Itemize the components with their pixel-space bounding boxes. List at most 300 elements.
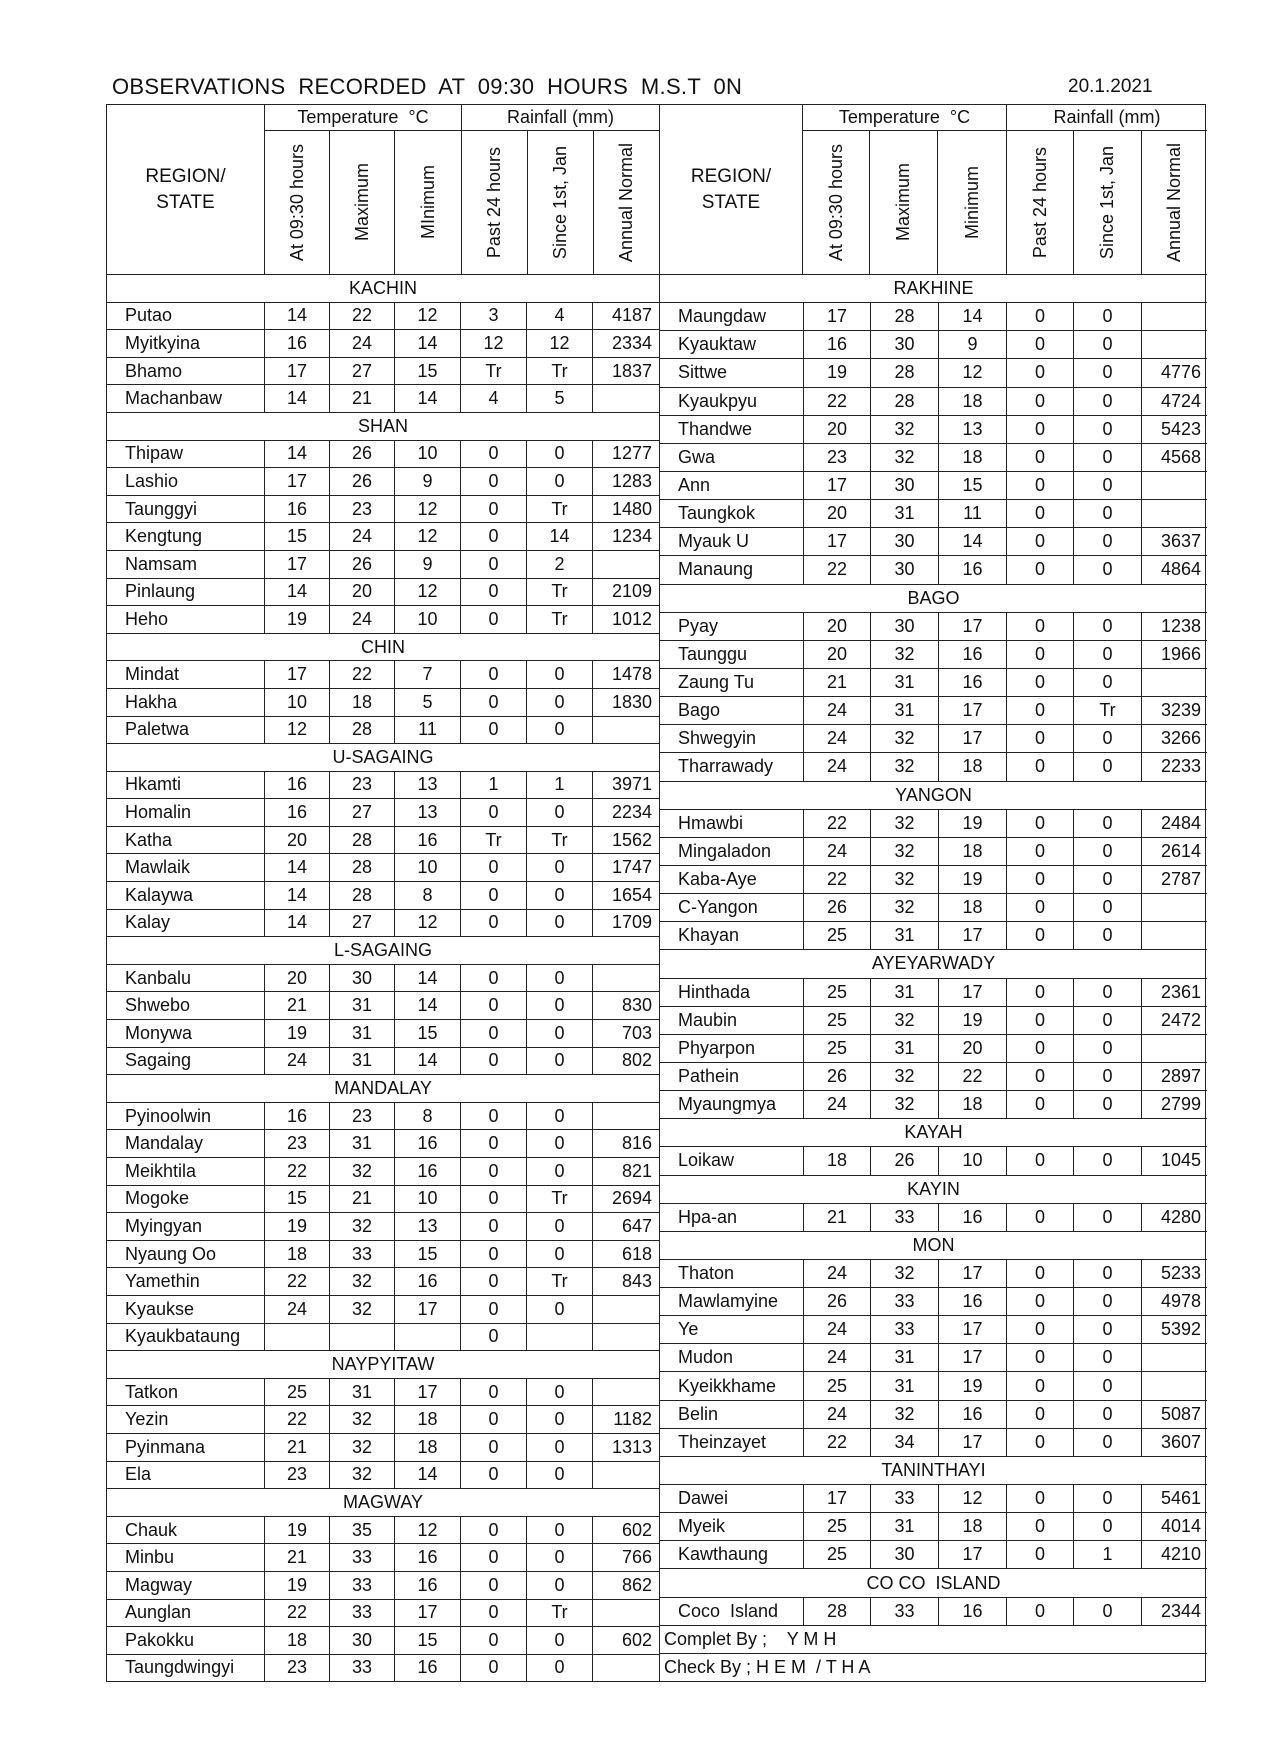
temp-0930-cell: 14: [265, 441, 330, 468]
temp-min-cell: 14: [395, 1048, 461, 1075]
region-header: REGION/ STATE: [660, 105, 803, 274]
annual-normal-cell: 3266: [1160, 728, 1201, 749]
rain-24h-cell: 0: [1007, 810, 1074, 837]
annual-normal-cell: [1142, 303, 1207, 330]
station-name: Myaungmya: [660, 1091, 804, 1118]
temp-0930-cell: 24: [265, 1296, 330, 1323]
temp-min-cell: 16: [395, 1158, 461, 1185]
rain-since-jan-cell: 0: [527, 965, 593, 992]
temp-0930-cell: 17: [265, 468, 330, 495]
temp-min-cell: 16: [395, 1572, 461, 1599]
rain-since-jan-cell: 0: [1074, 556, 1142, 583]
temp-0930-cell: 23: [265, 1130, 330, 1157]
temp-min-cell: 12: [939, 359, 1007, 386]
annual-normal-cell: 618: [621, 1243, 652, 1264]
annual-normal-cell: 4864: [1160, 559, 1201, 580]
temp-min-cell: 17: [395, 1296, 461, 1323]
station-name: Hakha: [107, 689, 265, 716]
station-row: [660, 1429, 1207, 1457]
right-panel: [660, 105, 1207, 1681]
annual-normal-cell: 1238: [1160, 615, 1201, 636]
temp-min-cell: 12: [395, 523, 461, 550]
temp-max-cell: 28: [871, 388, 939, 415]
temp-max-cell: 28: [871, 359, 939, 386]
rain-since-jan-cell: 0: [1074, 528, 1142, 555]
region-section-header: [107, 634, 659, 662]
temp-0930-cell: 20: [265, 965, 330, 992]
rain-since-jan-cell: Tr: [527, 579, 593, 606]
temp-max-cell: 31: [871, 500, 939, 527]
temp-min-cell: 10: [395, 606, 461, 633]
annual-normal-cell: [1142, 331, 1207, 358]
annual-normal-cell: [593, 965, 658, 992]
temp-max-cell: 32: [871, 838, 939, 865]
rain-24h-cell: 0: [461, 441, 527, 468]
temp-0930-cell: 20: [265, 827, 330, 854]
annual-normal-cell: 1562: [611, 829, 652, 850]
station-name: Yezin: [107, 1406, 265, 1433]
temp-0930-cell: 24: [804, 1260, 871, 1287]
station-row: [107, 965, 659, 993]
temp-min-cell: 13: [395, 799, 461, 826]
rain-since-jan-cell: 0: [1074, 894, 1142, 921]
temp-min-cell: 17: [939, 1541, 1007, 1568]
annual-normal-cell: 4776: [1160, 362, 1201, 383]
col-label: At 09:30 hours: [286, 143, 307, 262]
temp-0930-cell: 25: [804, 1541, 871, 1568]
temp-max-cell: 26: [330, 441, 395, 468]
temp-0930-cell: 24: [804, 1091, 871, 1118]
rain-since-jan-cell: 0: [1074, 1260, 1142, 1287]
annual-normal-cell: [1142, 894, 1207, 921]
station-row: [107, 523, 659, 551]
annual-normal-cell: 2484: [1160, 812, 1201, 833]
rain-since-jan-cell: 0: [527, 1241, 593, 1268]
annual-normal-cell: 647: [621, 1215, 652, 1236]
rain-24h-cell: 0: [1007, 472, 1074, 499]
station-name: Putao: [107, 303, 265, 330]
rain-24h-cell: 0: [461, 1048, 527, 1075]
signature-text: Complet By ; Y M H: [664, 1628, 837, 1649]
section-label: CHIN: [361, 636, 405, 657]
station-row: [660, 753, 1207, 781]
station-name: Pyinoolwin: [107, 1103, 265, 1130]
rain-24h-cell: 0: [461, 1158, 527, 1185]
temp-0930-cell: 16: [265, 1103, 330, 1130]
station-row: [660, 669, 1207, 697]
rainfall-group: [1007, 105, 1207, 274]
temp-min-cell: 17: [939, 1429, 1007, 1456]
annual-normal-cell: 5087: [1160, 1403, 1201, 1424]
rainfall-group: [462, 105, 659, 274]
section-label: KACHIN: [348, 277, 417, 298]
station-row: [107, 1572, 659, 1600]
rain-24h-cell: 0: [461, 854, 527, 881]
temp-max-cell: 28: [330, 717, 395, 744]
station-row: [107, 689, 659, 717]
report-date: 20.1.2021: [1068, 76, 1153, 97]
rain-24h-cell: 0: [1007, 444, 1074, 471]
temp-0930-cell: 25: [804, 922, 871, 949]
temp-0930-cell: 18: [804, 1147, 871, 1174]
temp-max-cell: [330, 1324, 395, 1351]
station-name: Kawthaung: [660, 1541, 804, 1568]
temp-max-cell: 28: [330, 854, 395, 881]
temp-max-cell: 27: [330, 358, 395, 385]
temp-max-cell: 24: [330, 606, 395, 633]
section-label: BAGO: [907, 587, 960, 608]
temp-max-cell: 32: [871, 1401, 939, 1428]
station-name: Hpa-an: [660, 1204, 804, 1231]
station-name: Kaba-Aye: [660, 866, 804, 893]
station-name: Myingyan: [107, 1213, 265, 1240]
temp-0930-cell: 16: [265, 330, 330, 357]
station-name: Tharrawady: [660, 753, 804, 780]
station-row: [660, 1091, 1207, 1119]
station-name: Hkamti: [107, 772, 265, 799]
annual-normal-cell: [593, 551, 658, 578]
temp-max-cell: 31: [871, 669, 939, 696]
temperature-group: [265, 105, 462, 274]
station-name: Taungdwingyi: [107, 1655, 265, 1682]
rain-24h-cell: 0: [461, 1379, 527, 1406]
temp-0930-cell: 25: [804, 1007, 871, 1034]
temp-min-cell: 14: [395, 1462, 461, 1489]
col-header: [1007, 131, 1074, 274]
temp-0930-cell: 22: [804, 810, 871, 837]
col-header: [265, 131, 330, 274]
station-row: [107, 1158, 659, 1186]
temp-min-cell: 11: [395, 717, 461, 744]
rain-24h-cell: 0: [461, 1241, 527, 1268]
temp-0930-cell: 23: [804, 444, 871, 471]
rain-24h-cell: 0: [461, 1130, 527, 1157]
temp-max-cell: 33: [330, 1544, 395, 1571]
station-row: [107, 1600, 659, 1628]
temp-0930-cell: 26: [804, 894, 871, 921]
rain-since-jan-cell: 0: [527, 882, 593, 909]
region-section-header: [660, 275, 1207, 303]
rain-since-jan-cell: 0: [527, 1517, 593, 1544]
rain-24h-cell: 0: [461, 689, 527, 716]
col-label: Minimum: [961, 165, 982, 239]
temp-max-cell: 33: [871, 1485, 939, 1512]
temp-0930-cell: 24: [804, 753, 871, 780]
temp-min-cell: 14: [395, 330, 461, 357]
temp-max-cell: 27: [330, 799, 395, 826]
temp-max-cell: 31: [330, 1130, 395, 1157]
temp-0930-cell: 24: [804, 697, 871, 724]
rain-24h-cell: 0: [461, 1020, 527, 1047]
rain-24h-cell: 0: [461, 1213, 527, 1240]
temp-max-cell: 31: [871, 1513, 939, 1540]
station-row: [107, 303, 659, 331]
annual-normal-cell: 4014: [1160, 1516, 1201, 1537]
station-name: Belin: [660, 1401, 804, 1428]
rain-since-jan-cell: 14: [527, 523, 593, 550]
temp-max-cell: 32: [330, 1434, 395, 1461]
temp-min-cell: [395, 1324, 461, 1351]
temp-max-cell: 21: [330, 385, 395, 412]
station-name: Zaung Tu: [660, 669, 804, 696]
temp-max-cell: 33: [871, 1598, 939, 1625]
temp-min-cell: 16: [395, 827, 461, 854]
temp-max-cell: 30: [871, 556, 939, 583]
temp-min-cell: 9: [395, 468, 461, 495]
rain-24h-cell: 0: [1007, 613, 1074, 640]
temp-0930-cell: 25: [265, 1379, 330, 1406]
temp-max-cell: 32: [330, 1213, 395, 1240]
rain-since-jan-cell: 0: [527, 1213, 593, 1240]
rain-since-jan-cell: 0: [527, 689, 593, 716]
station-row: [660, 528, 1207, 556]
col-label: Past 24 hours: [484, 146, 504, 259]
region-section-header: [660, 1232, 1207, 1260]
station-name: Hmawbi: [660, 810, 804, 837]
temp-0930-cell: 21: [804, 669, 871, 696]
station-name: Sittwe: [660, 359, 804, 386]
rain-24h-cell: Tr: [461, 358, 527, 385]
rain-since-jan-cell: 0: [527, 1462, 593, 1489]
station-row: [660, 1372, 1207, 1400]
temp-min-cell: 17: [939, 1344, 1007, 1371]
temp-0930-cell: 17: [265, 358, 330, 385]
temp-max-cell: 22: [330, 661, 395, 688]
annual-normal-cell: 1480: [611, 498, 652, 519]
station-row: [107, 1324, 659, 1352]
station-name: Chauk: [107, 1517, 265, 1544]
temp-min-cell: 16: [395, 1130, 461, 1157]
rain-24h-cell: 0: [461, 965, 527, 992]
station-row: [660, 1344, 1207, 1372]
table-header: [107, 105, 659, 275]
temp-max-cell: 32: [871, 1007, 939, 1034]
temp-0930-cell: 15: [265, 523, 330, 550]
rain-24h-cell: 0: [1007, 1035, 1074, 1062]
col-label: Maximum: [351, 163, 372, 242]
station-row: [107, 854, 659, 882]
temp-max-cell: 32: [871, 894, 939, 921]
temp-0930-cell: 28: [804, 1598, 871, 1625]
rain-24h-cell: 0: [461, 1406, 527, 1433]
temp-max-cell: 30: [871, 1541, 939, 1568]
station-row: [660, 1007, 1207, 1035]
station-row: [107, 1020, 659, 1048]
annual-normal-cell: [1142, 500, 1207, 527]
rain-since-jan-cell: 0: [1074, 1372, 1142, 1399]
temp-max-cell: 32: [871, 810, 939, 837]
temp-min-cell: 16: [395, 1544, 461, 1571]
rain-since-jan-cell: 0: [1074, 1063, 1142, 1090]
station-name: Taungkok: [660, 500, 804, 527]
signature-row: [660, 1626, 1207, 1654]
temp-max-cell: 32: [871, 753, 939, 780]
rain-24h-cell: 0: [461, 496, 527, 523]
rain-since-jan-cell: 0: [527, 1158, 593, 1185]
station-name: Pakokku: [107, 1627, 265, 1654]
temp-min-cell: 8: [395, 882, 461, 909]
station-name: Meikhtila: [107, 1158, 265, 1185]
station-name: Monywa: [107, 1020, 265, 1047]
annual-normal-cell: 2472: [1160, 1009, 1201, 1030]
annual-normal-cell: 1012: [611, 608, 652, 629]
station-name: Mawlamyine: [660, 1288, 804, 1315]
rain-24h-cell: 0: [1007, 1485, 1074, 1512]
rain-since-jan-cell: 1: [1074, 1541, 1142, 1568]
temp-max-cell: 32: [330, 1296, 395, 1323]
rain-24h-cell: 0: [1007, 556, 1074, 583]
rain-24h-cell: 0: [461, 1324, 527, 1351]
station-row: [660, 697, 1207, 725]
temp-max-cell: 32: [871, 416, 939, 443]
rain-since-jan-cell: 0: [527, 717, 593, 744]
rain-24h-cell: 0: [461, 910, 527, 937]
station-name: Pinlaung: [107, 579, 265, 606]
annual-normal-cell: 2799: [1160, 1094, 1201, 1115]
annual-normal-cell: [593, 1296, 658, 1323]
temp-max-cell: 32: [871, 641, 939, 668]
station-row: [107, 910, 659, 938]
station-row: [660, 500, 1207, 528]
rain-24h-cell: 0: [1007, 528, 1074, 555]
region-section-header: [107, 275, 659, 303]
station-name: Khayan: [660, 922, 804, 949]
temp-min-cell: 13: [395, 772, 461, 799]
temp-max-cell: 31: [330, 992, 395, 1019]
station-row: [660, 1288, 1207, 1316]
rain-24h-cell: Tr: [461, 827, 527, 854]
rain-24h-cell: 0: [1007, 1513, 1074, 1540]
section-label: KAYAH: [904, 1122, 963, 1143]
col-header: [462, 131, 528, 274]
rain-since-jan-cell: 0: [527, 854, 593, 881]
annual-normal-cell: [593, 385, 658, 412]
rain-since-jan-cell: 0: [527, 992, 593, 1019]
col-label: Maximum: [893, 163, 913, 242]
rain-since-jan-cell: Tr: [527, 496, 593, 523]
col-header: [803, 131, 870, 274]
temp-min-cell: 12: [395, 303, 461, 330]
col-header: [330, 131, 395, 274]
rain-24h-cell: 0: [1007, 500, 1074, 527]
temp-min-cell: 18: [939, 1513, 1007, 1540]
section-label: MANDALAY: [334, 1078, 432, 1099]
rain-since-jan-cell: 2: [527, 551, 593, 578]
station-row: [107, 992, 659, 1020]
station-row: [660, 1316, 1207, 1344]
rain-24h-cell: 0: [1007, 894, 1074, 921]
annual-normal-cell: 3607: [1160, 1431, 1201, 1452]
rain-24h-cell: 0: [1007, 1372, 1074, 1399]
station-row: [660, 388, 1207, 416]
temp-max-cell: 32: [871, 1063, 939, 1090]
station-name: Myauk U: [660, 528, 804, 555]
temp-max-cell: 30: [330, 1627, 395, 1654]
station-row: [660, 866, 1207, 894]
temp-max-cell: 30: [871, 528, 939, 555]
station-row: [107, 358, 659, 386]
region-section-header: [107, 744, 659, 772]
rain-24h-cell: 1: [461, 772, 527, 799]
temp-0930-cell: 24: [804, 1401, 871, 1428]
rain-24h-cell: 0: [461, 882, 527, 909]
station-row: [107, 1186, 659, 1214]
station-row: [107, 1406, 659, 1434]
temp-min-cell: 12: [395, 910, 461, 937]
station-name: Pyinmana: [107, 1434, 265, 1461]
annual-normal-cell: [1142, 922, 1207, 949]
rain-24h-cell: 0: [461, 1655, 527, 1682]
rain-24h-cell: 0: [461, 606, 527, 633]
region-section-header: [660, 950, 1207, 978]
annual-normal-cell: 1478: [611, 664, 652, 685]
station-row: [660, 472, 1207, 500]
temp-0930-cell: 25: [804, 979, 871, 1006]
rain-since-jan-cell: 0: [1074, 1316, 1142, 1343]
rain-24h-cell: 0: [461, 799, 527, 826]
region-section-header: [660, 585, 1207, 613]
annual-normal-cell: 1234: [611, 526, 652, 547]
section-label: MON: [912, 1234, 955, 1255]
station-row: [107, 882, 659, 910]
col-label: Past 24 hours: [1029, 146, 1050, 259]
temp-min-cell: 12: [939, 1485, 1007, 1512]
section-label: L-SAGAING: [333, 940, 433, 961]
temp-min-cell: 17: [939, 725, 1007, 752]
col-header: [870, 131, 938, 274]
annual-normal-cell: [1142, 1372, 1207, 1399]
station-row: [107, 1241, 659, 1269]
rain-24h-cell: 0: [461, 1103, 527, 1130]
region-section-header: [660, 1176, 1207, 1204]
annual-normal-cell: 1747: [611, 857, 652, 878]
rain-since-jan-cell: Tr: [527, 827, 593, 854]
station-row: [107, 1213, 659, 1241]
rain-since-jan-cell: 5: [527, 385, 593, 412]
station-name: Phyarpon: [660, 1035, 804, 1062]
temp-0930-cell: 22: [265, 1158, 330, 1185]
temp-min-cell: 17: [395, 1379, 461, 1406]
col-header: [528, 131, 594, 274]
rain-24h-cell: 0: [461, 1600, 527, 1627]
rain-24h-cell: 0: [1007, 331, 1074, 358]
temp-max-cell: 33: [330, 1241, 395, 1268]
temp-0930-cell: 22: [804, 388, 871, 415]
rain-since-jan-cell: 0: [1074, 1513, 1142, 1540]
temp-max-cell: 20: [330, 579, 395, 606]
table-header: [660, 105, 1207, 275]
rain-24h-cell: 0: [1007, 753, 1074, 780]
rain-24h-cell: 0: [1007, 1147, 1074, 1174]
annual-normal-cell: 1283: [611, 470, 652, 491]
station-row: [660, 1063, 1207, 1091]
annual-normal-cell: [593, 1379, 658, 1406]
rain-since-jan-cell: 0: [1074, 669, 1142, 696]
temp-min-cell: 16: [939, 669, 1007, 696]
temp-min-cell: 8: [395, 1103, 461, 1130]
region-header: REGION/ STATE: [107, 105, 265, 274]
col-header: [1074, 131, 1142, 274]
annual-normal-cell: 602: [621, 1519, 652, 1540]
annual-normal-cell: 821: [621, 1160, 652, 1181]
station-row: [107, 330, 659, 358]
temp-0930-cell: 22: [265, 1268, 330, 1295]
rain-24h-cell: 0: [1007, 838, 1074, 865]
station-row: [660, 641, 1207, 669]
rain-since-jan-cell: Tr: [527, 606, 593, 633]
station-name: Minbu: [107, 1544, 265, 1571]
rain-since-jan-cell: 0: [527, 1379, 593, 1406]
